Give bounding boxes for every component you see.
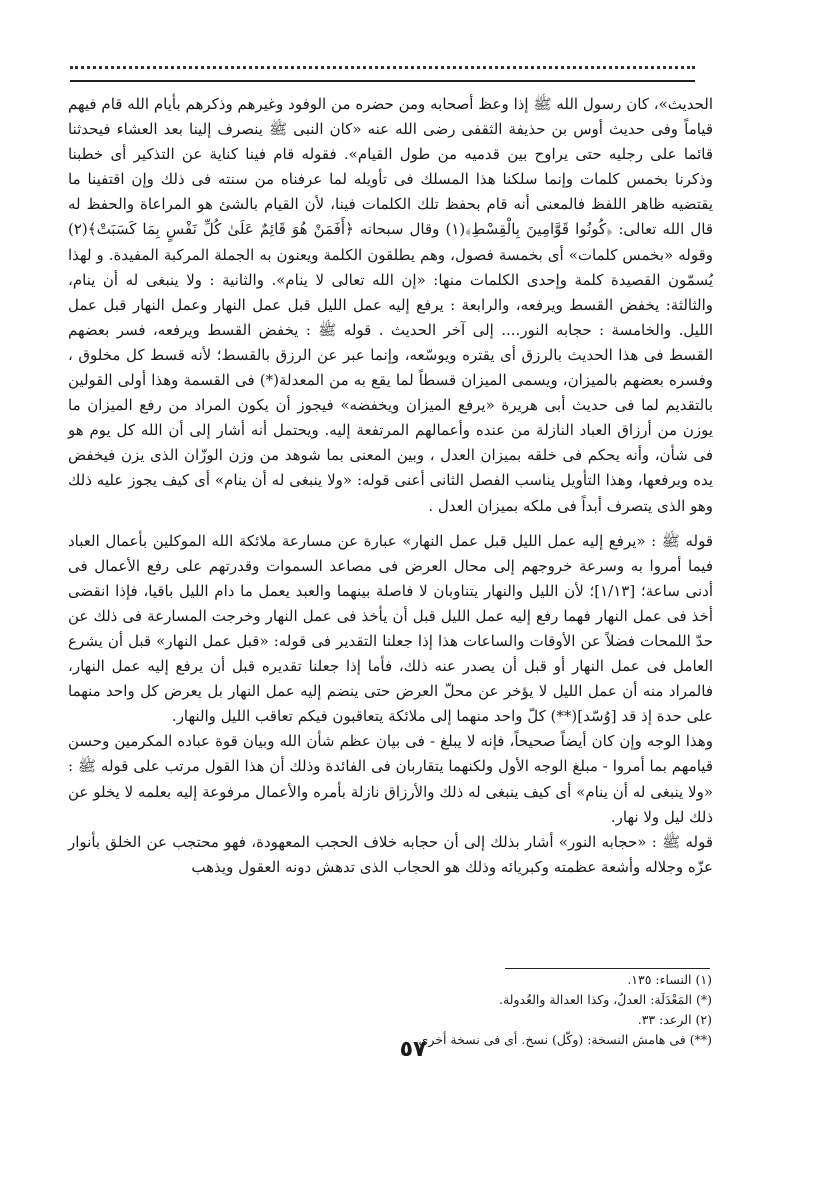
footnote-2: (٢) الرعد: ٣٣.: [637, 1012, 712, 1027]
header-dotted-rule: [70, 66, 695, 69]
header-solid-rule: [70, 80, 695, 82]
page-number: ٥٧: [399, 1037, 427, 1062]
paragraph-4: قوله ﷺ : «حجابه النور» أشار بذلك إلى أن حجابه خلاف الحجب المعهودة، فهو محتجب عن الخلق بأنوار عزّه وجلاله وأشعة عظمته وكبريائه وذلك هو الحجاب الذى تدهش دونه العقول ويذهب: [68, 832, 713, 876]
footnote-double-star: (**) فى هامش النسخة: (وكّل) نسخ. أى فى نسخة أخرى.: [414, 1032, 712, 1047]
paragraph-2: قوله ﷺ : «يرفع إليه عمل الليل قبل عمل النهار» عبارة عن مسارعة ملائكة الله الموكلين بأعمال العباد فيما أمروا به وسرعة خروجهم إلى محال العرض فى مصاعد السموات وقدرتهم على رفع الأعمال فى أدنى ساعة؛ [١/١٣]؛ لأن الليل والنهار يتناوبان لا فاصلة بينهما والعبد يعمل ما دام الليل باقيا، فإذا انقضى أخذ فى عمل النهار فهما رفع إليه عمل الليل قبل أن يأخذ فى عمل النهار وخرجت المسارعة فى ذلك عن حدّ اللمحات فضلاً عن الأوقات والساعات هذا إذا جعلنا التقدير فى قوله: «قبل عمل النهار» قبل أن يشرع العامل فى عمل النهار أو قبل أن يصدر عنه ذلك، فأما إذا جعلنا تقديره قبل أن يرفع إليه عمل النهار، فالمراد منه أن عمل الليل لا يؤخر عن محلّ العرض حتى ينضم إليه عمل النهار بل يعرض كل واحد منهما على حدة إذ قد [وُسّد](**) كلّ واحد منهما إلى ملائكة يتعاقبون فيكم تعاقب الليل والنهار.: [68, 531, 713, 726]
main-text: [68, 92, 713, 880]
paragraph-1: الحديث»، كان رسول الله ﷺ إذا وعظ أصحابه ومن حضره من الوفود وغيرهم وذكرهم بأيام الله قام فيهم قياماً وفى حديث أوس بن حذيفة الثقفى رضى الله عنه «كان النبى ﷺ ينصرف إلينا بعد العشاء فيحدثنا قائما على رجليه حتى يراوح بين قدميه من طول القيام». فقوله قام فينا كناية عن التذكير أى خطبنا وذكرنا بخمس كلمات وإنما سلكنا هذا المسلك فى تأويله لما عرفناه من سنته فى ذلك وإن اقتفينا ما يقتضيه ظاهر اللفظ فالمعنى أنه قام بحفظ تلك الكلمات فينا، لأن القيام بالشئ هو المراعاة والحفظ له قال الله تعالى: ﴿كُونُوا قَوَّامِينَ بِالْقِسْطِ﴾(١) وقال سبحانه ﴿أَفَمَنْ هُوَ قَائِمٌ عَلَىٰ كُلِّ نَفْسٍ بِمَا كَسَبَتْ﴾(٢) وقوله «بخمس كلمات» أى بخمسة فصول، وهم يطلقون الكلمة ويعنون به الجملة المركبة المفيدة. و لهذا يُسمّون القصيدة كلمة وإحدى الكلمات منها: «إن الله تعالى لا ينام». والثانية : ولا ينبغى له أن ينام، والثالثة: يخفض القسط ويرفعه، والرابعة : يرفع إليه عمل الليل قبل عمل النهار وعمل النهار قبل عمل الليل. والخامسة : حجابه النور.... إلى آخر الحديث . قوله ﷺ : يخفض القسط ويرفعه، فسر بعضهم القسط فى هذا الحديث بالرزق أى يقتره ويوسّعه، وإنما عبر عن الرزق بالقسط؛ لأنه قسط كل مخلوق ، وفسره بعضهم بالميزان، ويسمى الميزان قسطاً لما يقع به من المعدلة(*) فى القسمة وهذا أولى القولين بالتقديم لما فى حديث أبى هريرة «يرفع الميزان ويخفضه» فيجوز أن يكون المراد من رفع الميزان ما يوزن من أرزاق العباد النازلة من عنده وأعمالهم المرتفعة إليه. ويحتمل أنه أشار إلى أن الله كل يوم هو فى شأن، وأنه يحكم فى خلقه بميزان العدل ، وبين المعنى بما شوهد من وزن الوزّان الذى يزن فيخفض يده ويرفعها، وهذا التأويل يناسب الفصل الثانى أعنى قوله: «ولا ينبغى له أن ينام» أى كيف يجوز عليه ذلك وهو الذى يتصرف أبداً فى ملكه بميزان العدل .: [68, 95, 714, 515]
footnote-star: (*) المَعْدَلَة: العدلُ، وكذا العدالة والعُدولة.: [499, 992, 712, 1007]
footnote-rule: [505, 968, 710, 969]
paragraph-3: وهذا الوجه وإن كان أيضاً صحيحاً، فإنه لا يبلغ - فى بيان عظم شأن الله وبيان قوة عباده المكرمين وحسن قيامهم بما أمروا - مبلغ الوجه الأول ولكنهما يتقاربان فى الفائدة وذلك أن هذا القول مرتب على قوله ﷺ : «ولا ينبغى له أن ينام» أى كيف ينبغى له ذلك والأرزاق نازلة بأمره والأعمال مرفوعة إليه بعلمه لا يخلو عن ذلك ليل ولا نهار.: [68, 732, 713, 826]
footnote-1: (١) النساء: ١٣٥.: [627, 972, 712, 987]
